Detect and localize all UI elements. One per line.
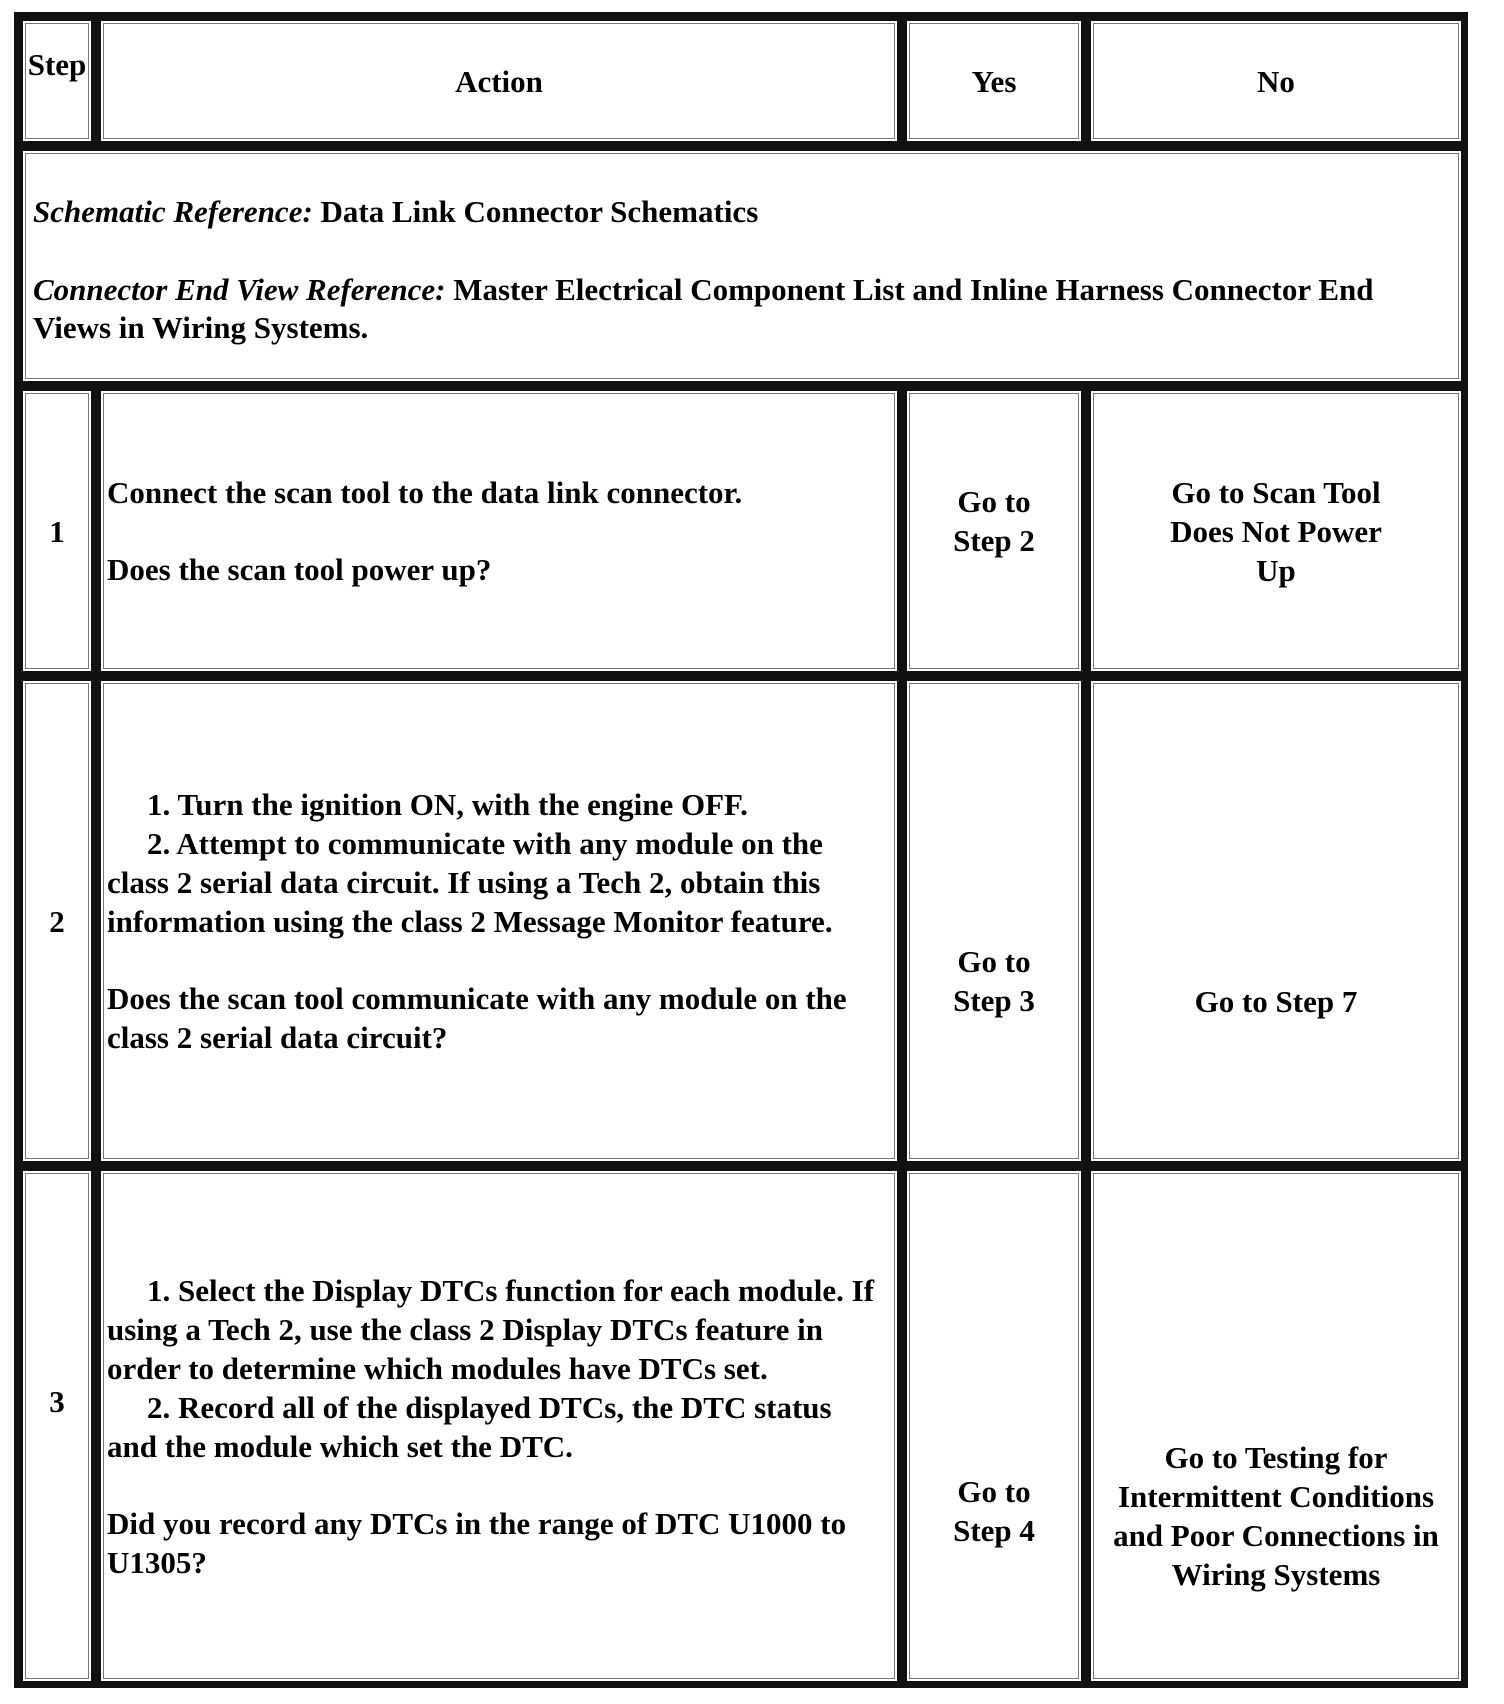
- step-3-yes-cell: [902, 1166, 1086, 1686]
- step-1-no-cell: [1086, 386, 1466, 676]
- header-yes-cell: [902, 16, 1086, 146]
- step-2-yes-cell: [902, 676, 1086, 1166]
- connector-reference: [33, 271, 1445, 347]
- schematic-reference-link[interactable]: Data Link Connector Schematics: [320, 194, 759, 229]
- step-1-yes-cell: [902, 386, 1086, 676]
- step-3-item-2: 2. Record all of the displayed DTCs, the DTC status and the module which set the DTC.: [107, 1389, 832, 1464]
- step-3-yes-link-line2[interactable]: Step 4: [953, 1513, 1035, 1548]
- reference-cell: [18, 146, 1466, 386]
- header-action-label: Action: [455, 63, 543, 99]
- step-2-item-1: 1. Turn the ignition ON, with the engine OFF.: [147, 787, 748, 822]
- header-step-cell: [18, 16, 96, 146]
- step-3-question: Did you record any DTCs in the range of DTC U1000 to U1305?: [107, 1505, 847, 1580]
- step-2-yes-link-line1[interactable]: Go to: [957, 944, 1031, 979]
- step-3-action-cell: [96, 1166, 902, 1686]
- step-number: 3: [49, 1383, 65, 1419]
- step-2-yes-link-line2[interactable]: Step 3: [953, 983, 1035, 1018]
- step-number: 1: [49, 513, 65, 549]
- step-3-no-cell: [1086, 1166, 1466, 1686]
- step-3-item-1: 1. Select the Display DTCs function for each module. If using a Tech 2, use the class 2 Display DTCs feature in order to determine which modules have DTCs set.: [107, 1272, 875, 1386]
- step-2-item-2: 2. Attempt to communicate with any module on the class 2 serial data circuit. If using a Tech 2, obtain this information using the class 2 Message Monitor feature.: [107, 826, 833, 939]
- header-action-cell: [96, 16, 902, 146]
- connector-reference-link[interactable]: Master Electrical Component List and Inline Harness Connector End Views in Wiring Systems.: [33, 272, 1374, 345]
- step-1-yes-link-line2[interactable]: Step 2: [953, 523, 1035, 558]
- step-2-action-cell: [96, 676, 902, 1166]
- step-2-question: Does the scan tool communicate with any module on the class 2 serial data circuit?: [107, 981, 847, 1055]
- step-1-action-text: Connect the scan tool to the data link connector.: [107, 475, 743, 510]
- connector-reference-label: Connector End View Reference:: [33, 272, 446, 307]
- step-1-action-cell: [96, 386, 902, 676]
- step-1-number-cell: [18, 386, 96, 676]
- step-number: 2: [49, 903, 65, 939]
- step-1-yes-link-line1[interactable]: Go to: [957, 484, 1031, 519]
- header-no-cell: [1086, 16, 1466, 146]
- step-3-yes-link-line1[interactable]: Go to: [957, 1474, 1031, 1509]
- step-3-no-link[interactable]: Go to Testing for Intermittent Conditions and Poor Connections in Wiring Systems: [1113, 1440, 1439, 1592]
- header-yes-label: Yes: [971, 63, 1017, 99]
- step-2-no-link[interactable]: Go to Step 7: [1194, 983, 1358, 1019]
- header-no-label: No: [1257, 63, 1295, 99]
- header-step-label: Step: [27, 47, 87, 82]
- step-3-number-cell: [18, 1166, 96, 1686]
- step-1-no-link[interactable]: Go to Scan Tool Does Not Power Up: [1170, 474, 1382, 588]
- schematic-reference: [33, 193, 1445, 231]
- step-2-no-cell: [1086, 676, 1466, 1166]
- schematic-reference-label: Schematic Reference:: [33, 194, 313, 229]
- step-2-number-cell: [18, 676, 96, 1166]
- step-1-question: Does the scan tool power up?: [107, 552, 492, 587]
